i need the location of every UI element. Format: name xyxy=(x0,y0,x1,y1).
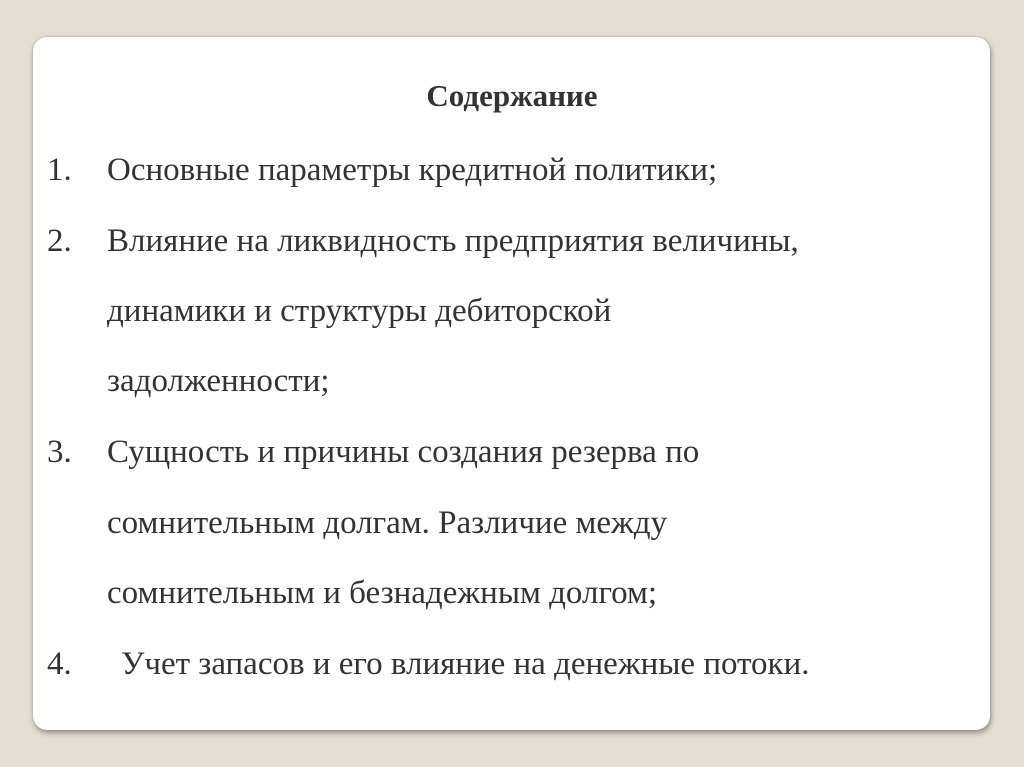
toc-item-text: сомнительным и безнадежным долгом; xyxy=(107,575,658,611)
slide-title: Содержание xyxy=(426,78,598,113)
toc-item-number: 3. xyxy=(47,434,72,470)
toc-item-text: Учет запасов и его влияние на денежные потоки. xyxy=(121,646,810,682)
toc-item-text: Сущность и причины создания резерва по xyxy=(107,434,700,470)
toc-item-text: Основные параметры кредитной политики; xyxy=(107,152,718,188)
toc-item-number: 1. xyxy=(47,152,72,188)
toc-item-text: сомнительным долгам. Различие между xyxy=(107,505,668,541)
toc-item-text: динамики и структуры дебиторской xyxy=(107,293,612,329)
toc-item-number: 2. xyxy=(47,223,72,259)
toc-item-text: задолженности; xyxy=(107,363,330,399)
toc-item-number: 4. xyxy=(47,646,72,682)
toc-item-text: Влияние на ликвидность предприятия величины, xyxy=(107,223,799,259)
